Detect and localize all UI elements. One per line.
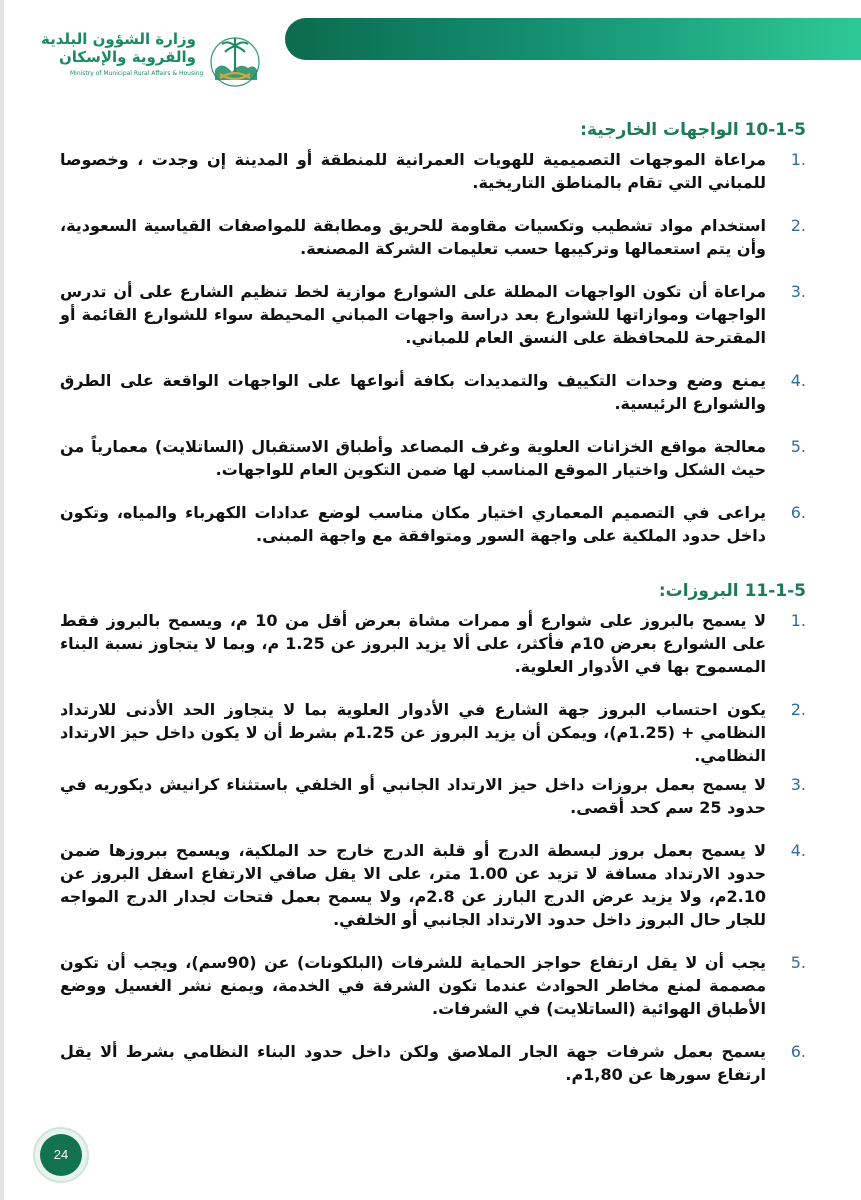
document-body: [60, 118, 806, 1086]
item-number: 4.: [790, 371, 806, 390]
item-text: لا يسمح بعمل بروزات داخل حيز الارتداد الجانبي أو الخلفي باستثناء كرانيش ديكوريه في حدود 25 سم كحد أقصى.: [60, 775, 766, 817]
page-number: 24: [40, 1134, 82, 1176]
item-text: معالجة مواقع الخزانات العلوية وغرف المصاعد وأطباق الاستقبال (الساتلايت) معمارياً من حيث الشكل واختيار الموقع المناسب لها ضمن التكوين العام للواجهات.: [60, 437, 766, 479]
projections-item-2: [60, 698, 806, 767]
ministry-name-english: Ministry of Municipal Rural Affairs & Housing: [70, 70, 204, 77]
item-number: 6.: [790, 503, 806, 522]
projections-item-3: [60, 773, 806, 819]
item-number: 1.: [790, 611, 806, 630]
page-edge: [0, 0, 4, 1200]
section-title-projections: 11-1-5 البروزات:: [658, 581, 806, 601]
item-number: 3.: [790, 775, 806, 794]
facades-item-2: [60, 214, 806, 260]
projections-item-6: [60, 1040, 806, 1086]
item-number: 4.: [790, 841, 806, 860]
ministry-name-line1: وزارة الشؤون البلدية: [40, 30, 196, 48]
item-text: يكون احتساب البروز جهة الشارع في الأدوار العلوية بما لا يتجاوز الحد الأدنى للارتداد النظامي + (1.25م)، ويمكن أن يزيد البروز عن 1.25م بشرط أن لا يكون داخل حيز الارتداد النظامي.: [60, 700, 766, 765]
projections-item-1: [60, 609, 806, 678]
item-text: لا يسمح بالبروز على شوارع أو ممرات مشاة بعرض أقل من 10 م، ويسمح بالبروز فقط على الشوارع بعرض 10م فأكثر، على ألا يزيد البروز عن 1.25 م، وبما لا يتجاوز نسبة البناء المسموح بها في الأدوار العلوية.: [60, 611, 767, 676]
item-text: مراعاة أن تكون الواجهات المطلة على الشوارع موازية لخط تنظيم الشارع على أن تدرس الواجهات وموازاتها للشوارع بعد دراسة واجهات المباني المحيطة سواء للشوارع القائمة أو المقترحة للمحافظة على النسق العام للمباني.: [60, 282, 766, 347]
ministry-logo: [40, 26, 282, 90]
item-number: 1.: [790, 150, 806, 169]
item-text: يراعى في التصميم المعماري اختيار مكان مناسب لوضع عدادات الكهرباء والمياه، وتكون داخل حدود الملكية على واجهة السور ومتوافقة مع واجهة المبنى.: [60, 503, 766, 545]
item-text: يسمح بعمل شرفات جهة الجار الملاصق ولكن داخل حدود البناء النظامي بشرط ألا يقل ارتفاع سورها عن 1,80م.: [60, 1042, 766, 1084]
item-text: مراعاة الموجهات التصميمية للهويات العمرانية للمنطقة أو المدينة إن وجدت ، وخصوصا للمباني التي تقام بالمناطق التاريخية.: [60, 150, 766, 192]
header-accent-bar: [285, 18, 861, 60]
item-text: استخدام مواد تشطيب وتكسيات مقاومة للحريق ومطابقة للمواصفات القياسية السعودية، وأن يتم استعمالها وتركيبها حسب تعليمات الشركة المصنعة.: [60, 216, 766, 258]
ministry-name-line2: والقروية والإسكان: [58, 48, 196, 66]
projections-item-4: [60, 839, 806, 931]
item-number: 5.: [790, 437, 806, 456]
item-number: 2.: [790, 700, 806, 719]
item-number: 5.: [790, 953, 806, 972]
item-number: 3.: [790, 282, 806, 301]
facades-item-3: [60, 280, 806, 349]
item-number: 6.: [790, 1042, 806, 1061]
facades-item-5: [60, 435, 806, 481]
facades-item-6: [60, 501, 806, 547]
page-number-badge: [33, 1127, 89, 1183]
facades-item-1: [60, 148, 806, 194]
item-text: لا يسمح بعمل بروز لبسطة الدرج أو قلبة الدرج خارج حد الملكية، ويسمح ببروزها ضمن حدود الارتداد مسافة لا تزيد عن 1.00 متر، على الا يقل صافي الارتفاع اسفل البروز عن 2.10م، ولا يزيد عرض الدرج البارز عن 2.8م، ولا يسمح بعمل فتحات لجدار الدرج المواجه للجار حال البروز داخل حدود الارتداد الجانبي أو الخلفي.: [60, 841, 767, 929]
palm-swords-emblem-icon: [202, 32, 268, 88]
item-number: 2.: [790, 216, 806, 235]
facades-item-4: [60, 369, 806, 415]
projections-item-5: [60, 951, 806, 1020]
item-text: يجب أن لا يقل ارتفاع حواجز الحماية للشرفات (البلكونات) عن (90سم)، ويجب أن تكون مصممة لمنع مخاطر الحوادث عندما تكون الشرفة في الخدمة، ويمنع نشر الغسيل ووضع الأطباق الهوائية (الساتلايت) في الشرفات.: [60, 953, 766, 1018]
item-text: يمنع وضع وحدات التكييف والتمديدات بكافة أنواعها على الواجهات الواقعة على الطرق والشوارع الرئيسية.: [60, 371, 766, 413]
section-title-facades: 10-1-5 الواجهات الخارجية:: [580, 120, 806, 140]
